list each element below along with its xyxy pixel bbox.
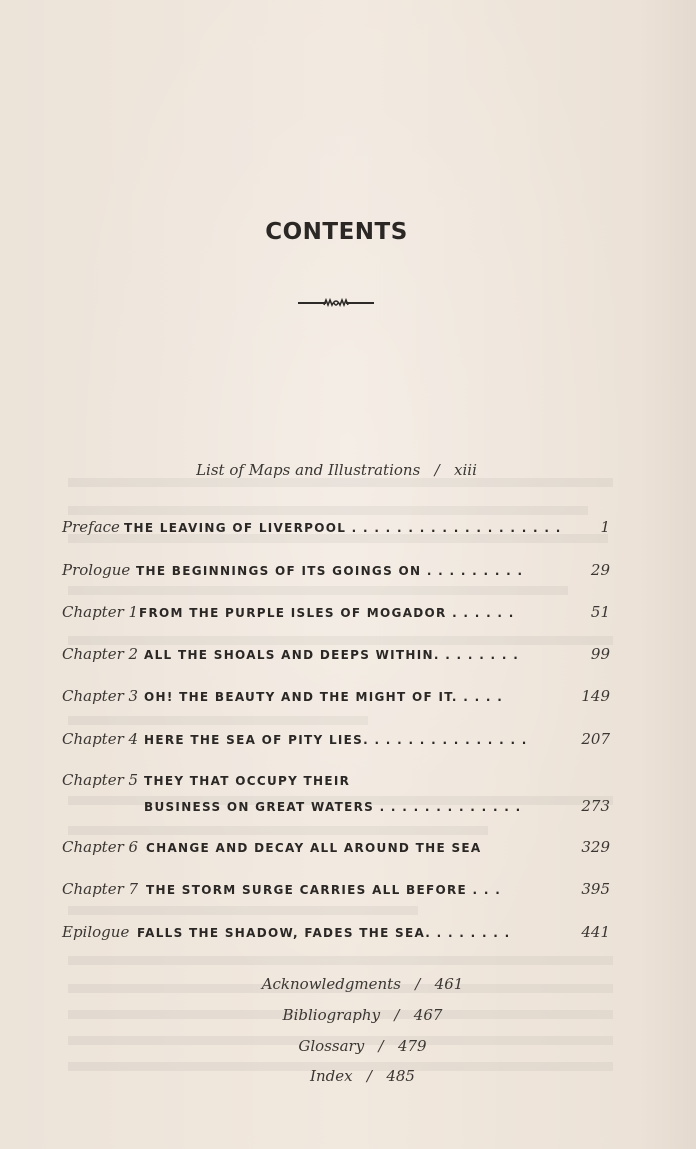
entry-title: FALLS THE SHADOW, FADES THE SEA. . . . . . . . [137, 926, 511, 940]
back-matter-entry [0, 1006, 696, 1024]
toc-entry-chapter-3 [62, 687, 610, 713]
show-through-line [68, 826, 488, 835]
toc-entry-chapter-5 [62, 771, 610, 817]
entry-label: Chapter 2 [62, 645, 139, 663]
toc-entry-preface [62, 518, 610, 544]
entry-title: OH! THE BEAUTY AND THE MIGHT OF IT. . . . . [144, 690, 504, 704]
back-matter-label: Bibliography [282, 1006, 381, 1024]
back-matter-label: Index [310, 1067, 353, 1085]
back-matter-page: 461 [434, 975, 464, 993]
back-matter-page: 467 [413, 1006, 443, 1024]
entry-title-continued: BUSINESS ON GREAT WATERS . . . . . . . . . . . . . [144, 800, 522, 814]
back-matter-label: Acknowledgments [261, 975, 401, 993]
front-matter-entry [0, 461, 673, 479]
entry-page: 441 [581, 923, 610, 941]
front-matter-separator: / [434, 461, 440, 479]
entry-page: 149 [581, 687, 610, 705]
entry-page: 207 [581, 730, 610, 748]
back-matter-entry [0, 975, 696, 993]
entry-page: 99 [590, 645, 610, 663]
entry-page: 1 [600, 518, 610, 536]
entry-label: Chapter 4 [62, 730, 139, 748]
entry-page: 51 [590, 603, 610, 621]
show-through-line [68, 506, 588, 515]
entry-title: THE LEAVING OF LIVERPOOL . . . . . . . . . . . . . . . . . . . [124, 521, 562, 535]
back-matter-separator: / [394, 1006, 400, 1024]
back-matter-separator: / [378, 1037, 384, 1055]
entry-label: Preface [62, 518, 120, 536]
entry-title: CHANGE AND DECAY ALL AROUND THE SEA [146, 841, 482, 855]
show-through-line [68, 716, 368, 725]
entry-label: Chapter 3 [62, 687, 139, 705]
back-matter-separator: / [415, 975, 421, 993]
show-through-line [68, 636, 613, 645]
entry-label: Chapter 7 [62, 880, 139, 898]
toc-entry-chapter-4 [62, 730, 610, 756]
show-through-line [68, 956, 613, 965]
entry-label: Chapter 5 [62, 771, 139, 789]
entry-page: 29 [590, 561, 610, 579]
page-title: CONTENTS [265, 219, 408, 245]
toc-entry-chapter-2 [62, 645, 610, 671]
entry-page: 395 [581, 880, 610, 898]
entry-page: 329 [581, 838, 610, 856]
entry-page: 273 [581, 797, 610, 815]
back-matter-page: 479 [397, 1037, 427, 1055]
toc-entry-chapter-1 [62, 603, 610, 629]
entry-title: HERE THE SEA OF PITY LIES. . . . . . . . . . . . . . . [144, 733, 528, 747]
toc-entry-chapter-6 [62, 838, 610, 864]
entry-title: THEY THAT OCCUPY THEIR [144, 774, 351, 788]
back-matter-page: 485 [386, 1067, 415, 1085]
entry-label: Chapter 1 [62, 603, 139, 621]
show-through-line [68, 586, 568, 595]
back-matter-entry [0, 1067, 696, 1085]
entry-title: ALL THE SHOALS AND DEEPS WITHIN. . . . . . . . [144, 648, 520, 662]
front-matter-label: List of Maps and Illustrations [196, 461, 421, 479]
back-matter-separator: / [366, 1067, 372, 1085]
show-through-line [68, 906, 418, 915]
entry-title: THE BEGINNINGS OF ITS GOINGS ON . . . . . . . . . [136, 564, 524, 578]
entry-title: THE STORM SURGE CARRIES ALL BEFORE . . . [146, 883, 502, 897]
ornament-divider-icon [296, 296, 376, 310]
back-matter-entry [0, 1037, 696, 1055]
show-through-line [68, 478, 613, 487]
toc-entry-chapter-7 [62, 880, 610, 906]
back-matter-label: Glossary [298, 1037, 365, 1055]
front-matter-page: xiii [454, 461, 477, 479]
entry-label: Epilogue [62, 923, 130, 941]
entry-label: Chapter 6 [62, 838, 139, 856]
entry-title: FROM THE PURPLE ISLES OF MOGADOR . . . . . . [139, 606, 515, 620]
toc-entry-prologue [62, 561, 610, 587]
entry-label: Prologue [62, 561, 131, 579]
toc-entry-epilogue [62, 923, 610, 949]
